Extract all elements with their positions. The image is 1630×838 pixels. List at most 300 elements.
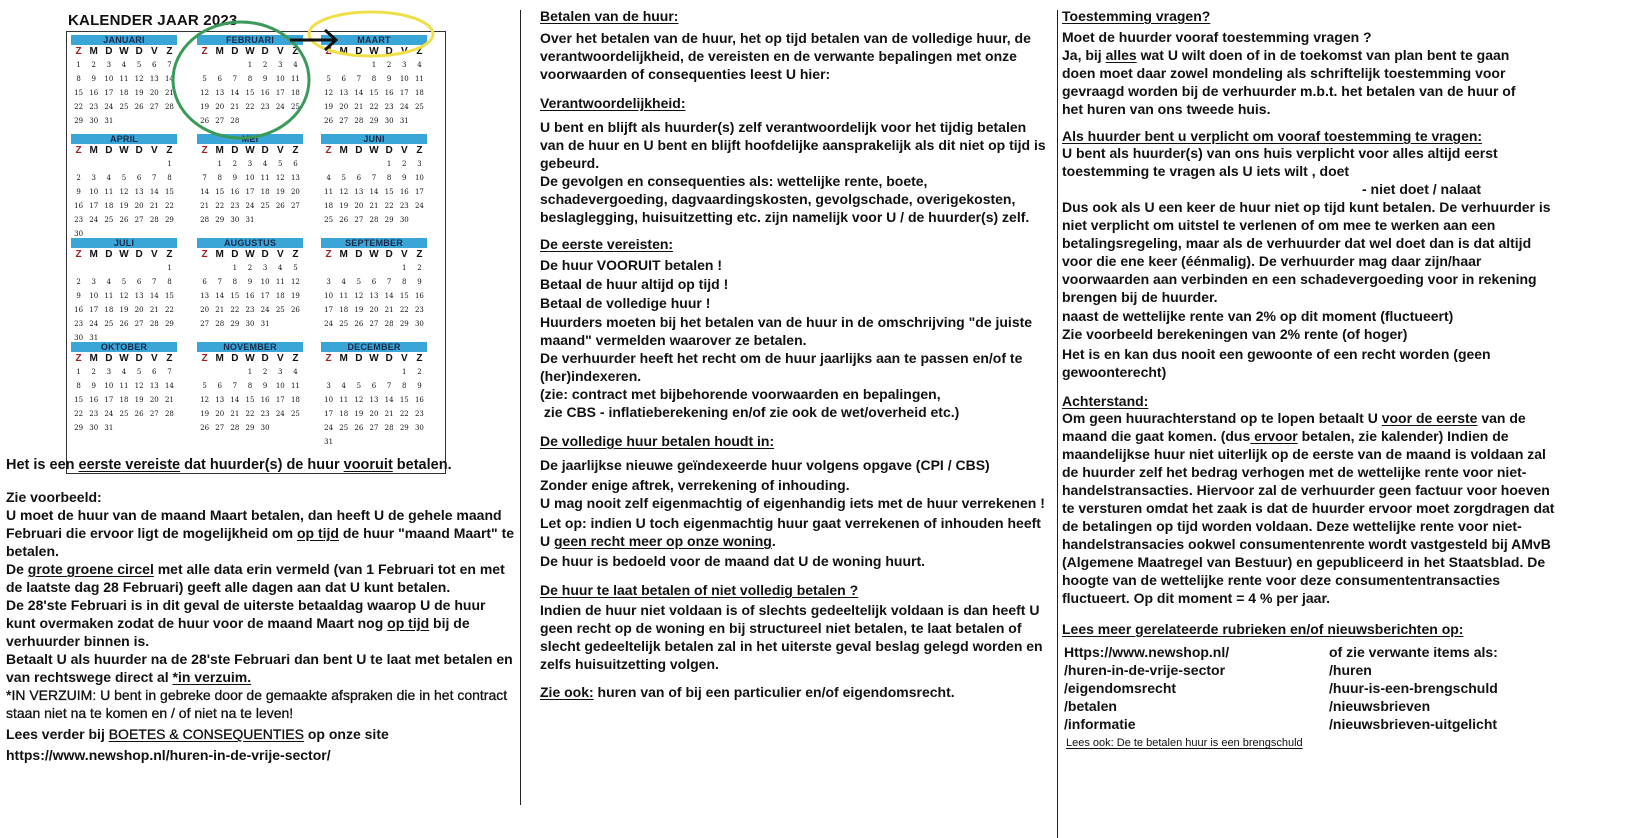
day-cell: 5 xyxy=(278,160,283,168)
day-cell: 12 xyxy=(354,396,364,404)
day-cell: 9 xyxy=(386,75,392,83)
empty-day xyxy=(351,365,366,379)
day-cell: 15 xyxy=(399,292,409,300)
day-cell: 19 xyxy=(134,396,144,404)
day-cell: 15 xyxy=(164,188,174,196)
day-cell: 9 xyxy=(76,292,81,300)
day-cell: 23 xyxy=(74,320,84,328)
weekday-label: D xyxy=(261,353,269,364)
links-right xyxy=(1329,643,1562,733)
weekday-row xyxy=(197,45,303,58)
arrears-paragraph: Om geen huurachterstand op te lopen betaalt U voor de eerste van de maand die gaat komen. (dus ervoor betalen, zie kalender) Indien de maandelijkse huur niet uiterlijk op de eerste van de maand is voldaan zal de huurder zelf het bedrag verhogen met de wettelijke rente voor niet-handelstransacties. Hiervoor zal de verhuurder geen factuur voor hoeven te versturen omdat het zaak is dat de huurder ervoor moet zorgdragen dat de betalingen op tijd worden voldaan. Deze wettelijke rente voor niet-handelstransacies ookwel consumentenrente wordt vastgesteld bij AMvB (Algemene Maatregel van Bestuur) en gepubliceerd in het Staatsblad. De hoogte van de wettelijke rente voor deze consumententransacties fluctueert. Op dit moment = 4 % per jaar. xyxy=(1062,410,1555,606)
empty-day xyxy=(382,261,397,275)
heading-eerste-vereisten: De eerste vereisten: xyxy=(540,236,674,252)
link-betalen[interactable]: /betalen xyxy=(1064,698,1117,714)
indexed-rent: De jaarlijkse nieuwe geïndexeerde huur volgens opgave (CPI / CBS) xyxy=(540,457,990,473)
day-cell: 12 xyxy=(354,292,364,300)
day-cell: 22 xyxy=(369,103,379,111)
day-cell: 21 xyxy=(230,410,240,418)
weekday-row xyxy=(197,248,303,261)
day-cell: 10 xyxy=(414,174,424,182)
day-cell: 5 xyxy=(293,264,298,272)
day-cell: 2 xyxy=(247,264,253,272)
day-cell: 7 xyxy=(167,61,172,69)
day-cell: 9 xyxy=(402,174,407,182)
weekday-row xyxy=(321,45,427,58)
weekday-label: D xyxy=(135,46,143,57)
month-header: OKTOBER xyxy=(71,342,177,352)
day-cell: 8 xyxy=(76,382,81,390)
weekday-row xyxy=(197,144,303,157)
month-header: FEBRUARI xyxy=(197,35,303,45)
day-cell: 21 xyxy=(230,103,240,111)
empty-day xyxy=(116,157,131,171)
weekday-label: V xyxy=(400,145,408,156)
day-cell: 18 xyxy=(260,188,270,196)
day-cell: 14 xyxy=(149,188,159,196)
day-cell: 21 xyxy=(384,410,394,418)
day-cell: 26 xyxy=(200,117,210,125)
empty-day xyxy=(86,261,101,275)
day-cell: 1 xyxy=(386,160,392,168)
day-cell: 14 xyxy=(384,396,394,404)
weekday-label: D xyxy=(355,145,363,156)
example-paragraph-4: Betaalt U als huurder na de 28'ste Februari dan bent U te laat met betalen en van rechtswege direct al *in verzuim. xyxy=(6,651,513,685)
day-cell: 1 xyxy=(76,61,81,69)
weekday-label: W xyxy=(245,46,255,57)
day-cell: 17 xyxy=(414,188,424,196)
day-cell: 8 xyxy=(232,278,238,286)
empty-day xyxy=(101,261,116,275)
legal-interest-line: naast de wettelijke rente van 2% op dit moment (fluctueert) xyxy=(1062,308,1454,324)
day-cell: 11 xyxy=(339,292,349,300)
weekday-label: M xyxy=(215,249,224,260)
day-cell: 1 xyxy=(371,61,377,69)
day-cell: 4 xyxy=(341,382,346,390)
weekday-label: M xyxy=(339,353,348,364)
rent-purpose: De huur is bedoeld voor de maand dat U de woning huurt. xyxy=(540,553,926,569)
day-cell: 4 xyxy=(121,61,127,69)
day-cell: 17 xyxy=(89,202,99,210)
day-cell: 20 xyxy=(149,89,159,97)
day-cell: 5 xyxy=(121,174,127,182)
day-cell: 11 xyxy=(119,75,129,83)
day-cell: 1 xyxy=(402,264,407,272)
day-grid xyxy=(197,58,303,128)
day-cell: 4 xyxy=(293,61,298,69)
day-cell: 15 xyxy=(74,396,84,404)
weekday-label: W xyxy=(245,249,255,260)
day-cell: 1 xyxy=(402,368,407,376)
day-cell: 29 xyxy=(74,117,84,125)
link-huren-in-de-vrije-sector[interactable]: /huren-in-de-vrije-sector xyxy=(1064,662,1226,678)
day-cell: 25 xyxy=(290,410,300,418)
month-oktober xyxy=(71,342,177,435)
day-cell: 22 xyxy=(399,306,409,314)
month-header: APRIL xyxy=(71,134,177,144)
day-cell: 23 xyxy=(74,216,84,224)
empty-day xyxy=(321,261,336,275)
month-header: AUGUSTUS xyxy=(197,238,303,248)
day-cell: 24 xyxy=(324,424,334,432)
day-cell: 1 xyxy=(167,264,172,272)
day-cell: 17 xyxy=(275,396,285,404)
day-cell: 28 xyxy=(200,216,210,224)
day-cell: 11 xyxy=(290,382,300,390)
day-cell: 18 xyxy=(275,292,285,300)
day-cell: 25 xyxy=(104,320,114,328)
day-cell: 25 xyxy=(260,202,270,210)
day-cell: 18 xyxy=(119,89,129,97)
weekday-label: M xyxy=(215,46,224,57)
weekday-label: D xyxy=(135,249,143,260)
day-cell: 12 xyxy=(339,188,349,196)
day-cell: 3 xyxy=(262,264,268,272)
day-cell: 6 xyxy=(152,61,157,69)
no-deduction: Zonder enige aftrek, verrekening of inhouding. xyxy=(540,477,850,493)
day-cell: 26 xyxy=(339,216,349,224)
day-cell: 4 xyxy=(262,160,268,168)
day-cell: 13 xyxy=(134,188,144,196)
weekday-label: Z xyxy=(292,353,299,364)
day-cell: 11 xyxy=(414,75,424,83)
weekday-label: V xyxy=(276,145,284,156)
day-cell: 14 xyxy=(215,292,225,300)
day-cell: 2 xyxy=(76,278,81,286)
day-cell: 13 xyxy=(369,396,379,404)
day-cell: 30 xyxy=(89,117,99,125)
day-grid xyxy=(197,365,303,435)
day-cell: 2 xyxy=(417,264,422,272)
day-cell: 13 xyxy=(215,89,225,97)
day-cell: 17 xyxy=(104,89,114,97)
day-cell: 18 xyxy=(290,89,300,97)
weekday-label: D xyxy=(385,249,393,260)
weekday-label: D xyxy=(105,249,113,260)
weekday-label: W xyxy=(369,249,379,260)
day-cell: 17 xyxy=(104,396,114,404)
day-cell: 16 xyxy=(399,188,409,196)
day-cell: 16 xyxy=(89,89,99,97)
day-cell: 30 xyxy=(260,424,270,432)
day-cell: 16 xyxy=(414,396,424,404)
day-cell: 10 xyxy=(104,75,114,83)
weekday-label: V xyxy=(400,46,408,57)
day-cell: 13 xyxy=(149,382,159,390)
day-cell: 14 xyxy=(200,188,210,196)
day-cell: 23 xyxy=(414,410,424,418)
day-cell: 24 xyxy=(89,320,99,328)
day-cell: 25 xyxy=(275,306,285,314)
weekday-label: W xyxy=(119,145,129,156)
day-cell: 9 xyxy=(262,382,268,390)
day-cell: 29 xyxy=(164,216,174,224)
heading-toestemming: Toestemming vragen? xyxy=(1062,8,1211,24)
weekday-label: M xyxy=(339,46,348,57)
day-cell: 28 xyxy=(164,410,174,418)
day-cell: 3 xyxy=(278,61,283,69)
month-header: MAART xyxy=(321,35,427,45)
day-cell: 5 xyxy=(136,368,142,376)
day-cell: 9 xyxy=(232,174,238,182)
day-cell: 30 xyxy=(399,216,409,224)
day-cell: 30 xyxy=(74,230,84,238)
empty-day xyxy=(132,157,147,171)
day-grid xyxy=(71,157,177,241)
weekday-label: D xyxy=(105,145,113,156)
weekday-label: M xyxy=(339,145,348,156)
weekday-label: V xyxy=(150,249,158,260)
day-cell: 16 xyxy=(245,292,255,300)
day-cell: 10 xyxy=(324,292,334,300)
day-cell: 17 xyxy=(324,410,334,418)
weekday-label: Z xyxy=(416,249,423,260)
weekday-label: M xyxy=(215,353,224,364)
day-cell: 11 xyxy=(290,75,300,83)
day-cell: 18 xyxy=(119,396,129,404)
day-cell: 19 xyxy=(134,89,144,97)
weekday-label: M xyxy=(215,145,224,156)
day-cell: 17 xyxy=(324,306,334,314)
link-nieuwsbrieven[interactable]: /nieuwsbrieven xyxy=(1329,698,1431,714)
calendar-grid xyxy=(66,31,446,474)
weekday-label: Z xyxy=(75,46,82,57)
day-grid xyxy=(71,261,177,345)
day-cell: 3 xyxy=(417,160,422,168)
day-cell: 13 xyxy=(149,75,159,83)
day-cell: 24 xyxy=(414,202,424,210)
day-cell: 11 xyxy=(275,278,285,286)
day-cell: 17 xyxy=(260,292,270,300)
day-grid xyxy=(197,261,303,331)
weekday-label: D xyxy=(105,46,113,57)
day-cell: 1 xyxy=(247,368,253,376)
link-informatie[interactable]: /informatie xyxy=(1064,716,1136,732)
day-cell: 15 xyxy=(215,188,225,196)
site-url[interactable]: https://www.newshop.nl/huren-in-de-vrije-sector/ xyxy=(6,747,331,763)
weekday-label: V xyxy=(150,145,158,156)
day-cell: 25 xyxy=(119,410,129,418)
day-cell: 4 xyxy=(341,278,346,286)
day-cell: 30 xyxy=(245,320,255,328)
weekday-label: Z xyxy=(166,249,173,260)
description-paragraph: Huurders moeten bij het betalen van de huur in de omschrijving "de juiste maand" vermelden waarover ze betalen. xyxy=(540,314,1033,348)
weekday-label: Z xyxy=(166,145,173,156)
day-cell: 5 xyxy=(202,75,207,83)
weekday-label: Z xyxy=(75,145,82,156)
day-cell: 15 xyxy=(384,188,394,196)
day-cell: 9 xyxy=(262,75,268,83)
day-cell: 15 xyxy=(245,89,255,97)
day-cell: 28 xyxy=(230,117,240,125)
day-cell: 2 xyxy=(262,61,268,69)
day-cell: 3 xyxy=(91,174,96,182)
weekday-label: D xyxy=(355,249,363,260)
day-cell: 6 xyxy=(136,174,142,182)
day-cell: 19 xyxy=(275,188,285,196)
day-cell: 15 xyxy=(230,292,240,300)
day-cell: 3 xyxy=(106,61,112,69)
empty-day xyxy=(71,157,86,171)
link-huren[interactable]: /huren xyxy=(1329,662,1372,678)
empty-day xyxy=(321,157,336,171)
month-november xyxy=(197,342,303,435)
link-eigendomsrecht[interactable]: /eigendomsrecht xyxy=(1064,680,1177,696)
see-also-link[interactable]: huren van of bij een particulier en/of eigendomsrecht. xyxy=(593,684,955,700)
day-cell: 23 xyxy=(245,306,255,314)
day-cell: 15 xyxy=(245,396,255,404)
day-cell: 20 xyxy=(134,202,144,210)
related-items-label: of zie verwante items als: xyxy=(1329,644,1498,660)
weekday-row xyxy=(197,352,303,365)
day-cell: 11 xyxy=(260,174,270,182)
day-cell: 29 xyxy=(399,424,409,432)
weekday-label: V xyxy=(400,353,408,364)
day-cell: 11 xyxy=(324,188,334,196)
day-cell: 19 xyxy=(324,103,334,111)
example-paragraph-1: U moet de huur van de maand Maart betalen, dan heeft U de gehele maand Februari die ervoor ligt de mogelijkheid om op tijd de huur "maand Maart" te betalen. xyxy=(6,507,515,559)
day-cell: 26 xyxy=(119,320,129,328)
day-cell: 17 xyxy=(89,306,99,314)
day-cell: 15 xyxy=(369,89,379,97)
weekday-label: Z xyxy=(325,46,332,57)
weekday-label: V xyxy=(150,353,158,364)
day-cell: 8 xyxy=(167,278,172,286)
month-header: JUNI xyxy=(321,134,427,144)
day-cell: 2 xyxy=(417,368,422,376)
weekday-row xyxy=(71,144,177,157)
day-cell: 27 xyxy=(134,216,144,224)
heading-betalen: Betalen van de huur: xyxy=(540,8,679,24)
day-cell: 21 xyxy=(164,89,174,97)
link-newshop[interactable]: Https://www.newshop.nl/ xyxy=(1064,644,1230,660)
weekday-label: D xyxy=(261,46,269,57)
day-cell: 20 xyxy=(369,410,379,418)
weekday-label: D xyxy=(135,353,143,364)
day-cell: 16 xyxy=(384,89,394,97)
empty-day xyxy=(366,365,381,379)
day-cell: 23 xyxy=(414,306,424,314)
day-grid xyxy=(197,157,303,227)
day-cell: 18 xyxy=(104,306,114,314)
day-grid xyxy=(321,58,427,128)
example-calculation-line: Zie voorbeeld berekeningen van 2% rente (of hoger) xyxy=(1062,326,1408,342)
weekday-label: Z xyxy=(75,353,82,364)
permission-answer: Ja, bij alles wat U wilt doen of in de toekomst van plan bent te gaan doen moet daar zowel mondeling als schriftelijk toestemming voor gevraagd worden bij de verhuurder m.b.t. het betalen van de huur of het huren van ons tweede huis. xyxy=(1062,47,1516,117)
day-cell: 2 xyxy=(91,61,96,69)
day-cell: 8 xyxy=(371,75,377,83)
weekday-row xyxy=(71,45,177,58)
day-cell: 12 xyxy=(290,278,300,286)
link-nieuwsbrieven-uitgelicht[interactable]: /nieuwsbrieven-uitgelicht xyxy=(1329,716,1498,732)
footer-link-brengschuld[interactable]: Lees ook: De te betalen huur is een brengschuld xyxy=(1066,737,1303,749)
related-links xyxy=(1062,643,1562,733)
day-cell: 3 xyxy=(247,160,253,168)
empty-day xyxy=(351,157,366,171)
weekday-label: D xyxy=(355,353,363,364)
day-cell: 3 xyxy=(278,368,283,376)
day-cell: 25 xyxy=(339,320,349,328)
day-cell: 10 xyxy=(260,278,270,286)
day-cell: 7 xyxy=(217,278,222,286)
day-cell: 6 xyxy=(202,278,207,286)
day-cell: 31 xyxy=(399,117,409,125)
day-cell: 25 xyxy=(414,103,424,111)
empty-day xyxy=(336,261,351,275)
day-cell: 22 xyxy=(230,306,240,314)
day-cell: 29 xyxy=(245,424,255,432)
weekday-label: V xyxy=(276,353,284,364)
day-cell: 8 xyxy=(167,174,172,182)
day-cell: 26 xyxy=(354,320,364,328)
weekday-label: Z xyxy=(201,145,208,156)
day-cell: 31 xyxy=(245,216,255,224)
month-header: MEI xyxy=(197,134,303,144)
day-cell: 28 xyxy=(384,320,394,328)
left-column xyxy=(0,0,520,838)
weekday-label: Z xyxy=(416,46,423,57)
weekday-label: D xyxy=(261,145,269,156)
day-cell: 30 xyxy=(384,117,394,125)
day-cell: 5 xyxy=(136,61,142,69)
day-cell: 26 xyxy=(134,410,144,418)
weekday-row xyxy=(321,144,427,157)
read-more-line: Lees verder bij BOETES & CONSEQUENTIES op onze site xyxy=(6,726,389,742)
requirement-3: Betaal de volledige huur ! xyxy=(540,295,711,311)
day-cell: 20 xyxy=(149,396,159,404)
day-cell: 1 xyxy=(247,61,253,69)
day-cell: 24 xyxy=(260,306,270,314)
weekday-label: Z xyxy=(166,353,173,364)
empty-day xyxy=(321,58,336,72)
day-cell: 12 xyxy=(119,188,129,196)
day-cell: 27 xyxy=(200,320,210,328)
day-cell: 19 xyxy=(200,103,210,111)
day-cell: 4 xyxy=(326,174,331,182)
weekday-label: D xyxy=(355,46,363,57)
month-mei xyxy=(197,134,303,227)
day-cell: 5 xyxy=(121,278,127,286)
boetes-link[interactable]: BOETES & CONSEQUENTIES xyxy=(108,726,304,742)
day-cell: 30 xyxy=(414,424,424,432)
day-cell: 24 xyxy=(275,103,285,111)
month-februari xyxy=(197,35,303,128)
month-maart xyxy=(321,35,427,128)
empty-day xyxy=(321,365,336,379)
day-cell: 1 xyxy=(232,264,238,272)
weekday-label: M xyxy=(89,249,98,260)
day-cell: 5 xyxy=(356,382,362,390)
day-cell: 22 xyxy=(164,202,174,210)
weekday-row xyxy=(71,352,177,365)
day-cell: 26 xyxy=(324,117,334,125)
link-huur-is-een-brengschuld[interactable]: /huur-is-een-brengschuld xyxy=(1329,680,1498,696)
weekday-label: D xyxy=(231,353,239,364)
heading-verantwoordelijkheid: Verantwoordelijkheid: xyxy=(540,95,686,111)
day-cell: 5 xyxy=(356,278,362,286)
day-cell: 21 xyxy=(164,396,174,404)
day-cell: 8 xyxy=(402,278,407,286)
day-cell: 13 xyxy=(200,292,210,300)
day-cell: 10 xyxy=(275,382,285,390)
day-cell: 3 xyxy=(402,61,407,69)
day-cell: 9 xyxy=(417,382,422,390)
empty-day xyxy=(227,365,242,379)
day-cell: 24 xyxy=(399,103,409,111)
weekday-label: D xyxy=(231,46,239,57)
weekday-label: Z xyxy=(292,249,299,260)
month-header: JANUARI xyxy=(71,35,177,45)
